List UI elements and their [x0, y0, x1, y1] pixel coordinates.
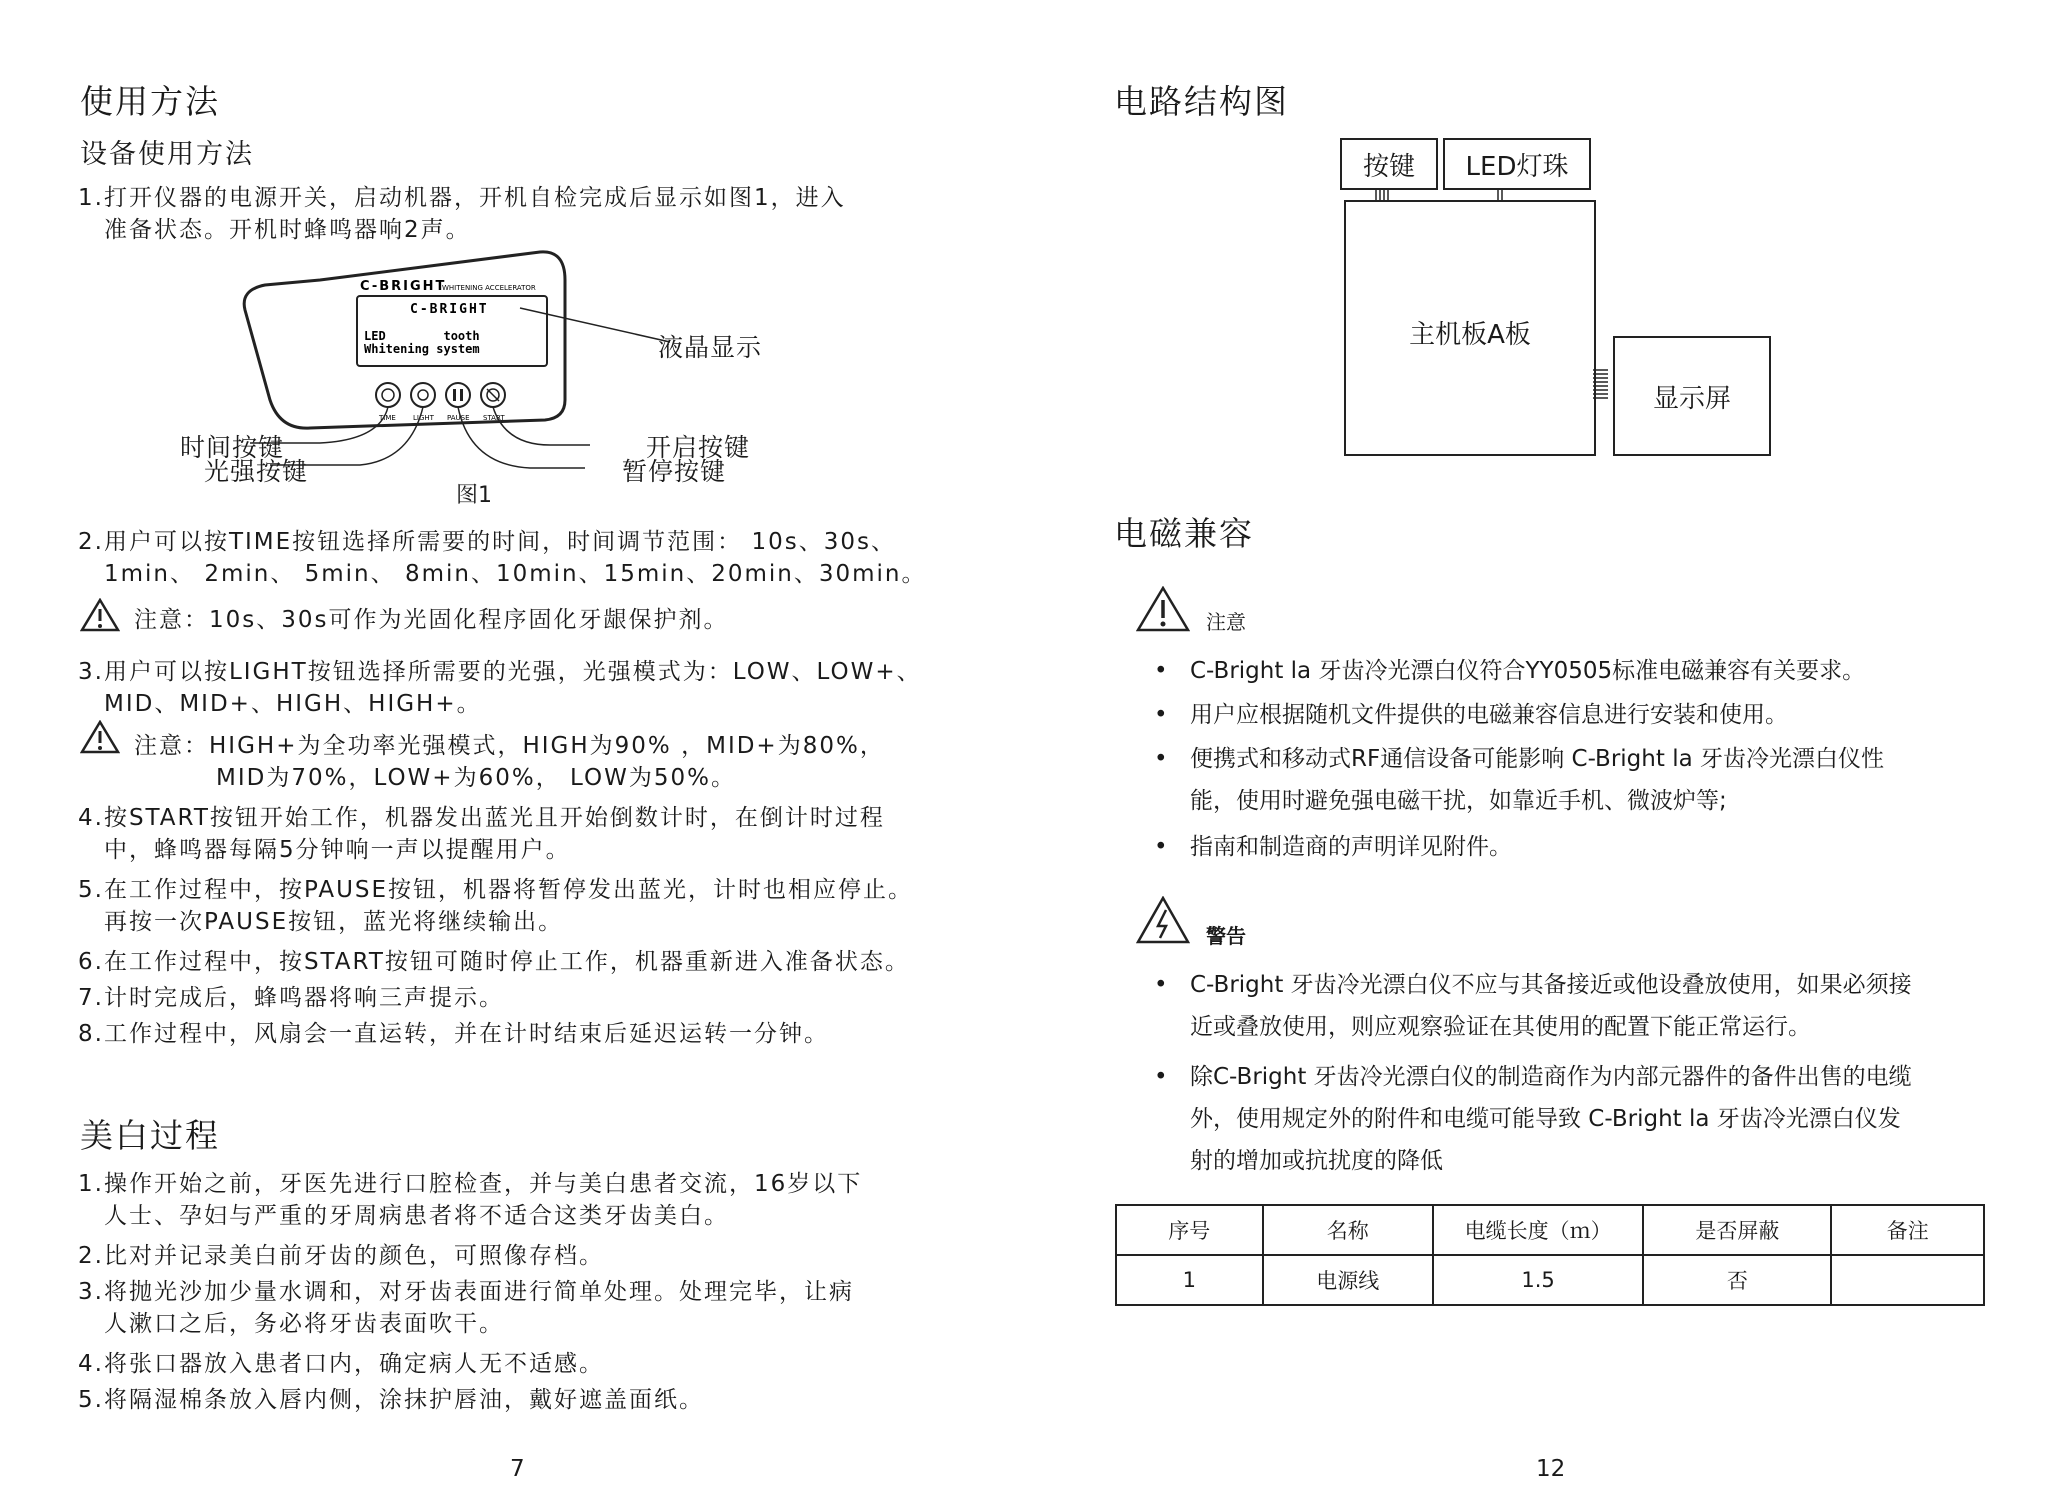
whitening-step-3-line-1: 3.将抛光沙加少量水调和，对牙齿表面进行简单处理。处理完毕，让病	[78, 1279, 854, 1305]
pause-callout-line	[458, 407, 585, 468]
display-box-label: 显示屏	[1652, 383, 1731, 414]
keys-box-label: 按键	[1362, 151, 1415, 182]
start-callout-line	[493, 407, 590, 445]
step-4-line-1: 4.按START按钮开始工作，机器发出蓝光且开始倒数计时，在倒计时过程	[78, 805, 885, 831]
whitening-step-1-line-2: 人士、孕妇与严重的牙周病患者将不适合这类牙齿美白。	[104, 1203, 729, 1229]
step-3-line-2: MID、MID+、HIGH、HIGH+。	[104, 691, 482, 717]
table-header-cell: 备注	[1831, 1205, 1984, 1255]
warning-label: 警告	[1206, 924, 1246, 948]
step-3	[78, 656, 922, 720]
callout-start-label: 开启按键	[646, 433, 751, 462]
step-2-line-1: 2.用户可以按TIME按钮选择所需要的时间，时间调节范围： 10s、30s、	[78, 529, 896, 555]
bullet-mark: •	[1154, 702, 1168, 728]
warning-triangle-icon	[80, 720, 120, 754]
lcd-line-2: LED tooth	[364, 329, 480, 343]
attention-label: 注意	[1206, 610, 1246, 634]
step-5-line-2: 再按一次PAUSE按钮，蓝光将继续输出。	[104, 909, 564, 935]
bullet-mark: •	[1154, 746, 1168, 772]
warning-bullet-2	[1154, 1056, 1912, 1182]
warning-bullet-1-line-2: 近或叠放使用，则应观察验证在其使用的配置下能正常运行。	[1190, 1014, 1811, 1040]
emc-bullet-1	[1154, 650, 1866, 692]
figure-caption: 图1	[456, 483, 492, 508]
whitening-step-1	[78, 1168, 862, 1232]
step-2-line-2: 1min、 2min、 5min、 8min、10min、15min、20min、30min。	[104, 561, 927, 587]
whitening-step-2: 2.比对并记录美白前牙齿的颜色，可照像存档。	[78, 1243, 604, 1269]
warning-bullet-1-line-1: C-Bright 牙齿冷光漂白仪不应与其备接近或他设叠放使用，如果必须接	[1190, 972, 1912, 998]
bullet-mark: •	[1154, 1064, 1168, 1090]
attention-triangle-icon	[1136, 586, 1190, 632]
step-1-line-2: 准备状态。开机时蜂鸣器响2声。	[104, 217, 471, 243]
lcd-line-3: Whitening system	[364, 342, 480, 356]
light-button-label: LIGHT	[413, 414, 434, 422]
led-box-label: LED灯珠	[1465, 151, 1569, 182]
step-6: 6.在工作过程中，按START按钮可随时停止工作，机器重新进入准备状态。	[78, 949, 910, 975]
section-subtitle: 设备使用方法	[80, 139, 254, 170]
start-button	[481, 383, 505, 422]
emc-bullet-4-line-1: 指南和制造商的声明详见附件。	[1190, 834, 1512, 860]
pause-button-label: PAUSE	[447, 414, 470, 422]
step-3-line-1: 3.用户可以按LIGHT按钮选择所需要的光强，光强模式为：LOW、LOW+、	[78, 659, 922, 685]
step-7: 7.计时完成后，蜂鸣器将响三声提示。	[78, 985, 504, 1011]
table-header-cell: 是否屏蔽	[1643, 1205, 1831, 1255]
table-row	[1116, 1255, 1984, 1305]
emc-bullet-3-line-1: 便携式和移动式RF通信设备可能影响 C-Bright la 牙齿冷光漂白仪性	[1190, 746, 1884, 772]
table-header-row	[1116, 1205, 1984, 1255]
table-cell	[1831, 1255, 1984, 1305]
bullet-mark: •	[1154, 834, 1168, 860]
keys-box	[1340, 138, 1438, 190]
note-1: 注意：10s、30s可作为光固化程序固化牙龈保护剂。	[134, 607, 729, 633]
light-button	[411, 383, 435, 422]
step-4-line-2: 中，蜂鸣器每隔5分钟响一声以提醒用户。	[104, 837, 571, 863]
note-2	[134, 730, 885, 794]
lcd-callout-line	[520, 308, 670, 342]
whitening-step-3	[78, 1276, 854, 1340]
emc-bullet-4	[1154, 826, 1512, 868]
time-button	[376, 383, 400, 422]
circuit-title: 电路结构图	[1114, 82, 1289, 121]
pause-icon	[453, 389, 456, 401]
table-header-cell: 电缆长度（ｍ）	[1433, 1205, 1643, 1255]
step-1	[78, 182, 846, 246]
step-5	[78, 874, 913, 938]
sun-icon	[418, 390, 428, 400]
display-box	[1613, 336, 1771, 456]
mainboard-box	[1344, 200, 1596, 456]
mainboard-box-label: 主机板A板	[1409, 320, 1531, 350]
step-4	[78, 802, 885, 866]
warning-bullet-1	[1154, 964, 1912, 1048]
table-cell: 1.5	[1433, 1255, 1643, 1305]
step-5-line-1: 5.在工作过程中，按PAUSE按钮，机器将暂停发出蓝光，计时也相应停止。	[78, 877, 914, 903]
step-1-line-1: 1.打开仪器的电源开关，启动机器，开机自检完成后显示如图1，进入	[78, 185, 846, 211]
table-cell: 电源线	[1263, 1255, 1433, 1305]
table-header-cell: 序号	[1116, 1205, 1263, 1255]
whitening-step-5: 5.将隔湿棉条放入唇内侧，涂抹护唇油，戴好遮盖面纸。	[78, 1387, 704, 1413]
emc-bullet-3	[1154, 738, 1884, 822]
start-button-label: START	[483, 414, 505, 422]
callout-light-label: 光强按键	[204, 457, 309, 486]
warning-triangle-icon	[80, 598, 120, 632]
emc-title: 电磁兼容	[1114, 514, 1254, 553]
panel-brand-sub: WHITENING ACCELERATOR	[442, 284, 536, 292]
note-2-line-2: MID为70%，LOW+为60%， LOW为50%。	[216, 765, 736, 791]
page-number-right: 12	[1536, 1456, 1566, 1482]
page-title: 使用方法	[80, 82, 220, 121]
whitening-step-1-line-1: 1.操作开始之前，牙医先进行口腔检查，并与美白患者交流，16岁以下	[78, 1171, 863, 1197]
table-cell: 否	[1643, 1255, 1831, 1305]
warning-bullet-2-line-2: 外，使用规定外的附件和电缆可能导致 C-Bright la 牙齿冷光漂白仪发	[1190, 1106, 1901, 1132]
time-button-label: TIME	[379, 414, 396, 422]
emc-bullet-3-line-2: 能，使用时避免强电磁干扰，如靠近手机、微波炉等;	[1190, 788, 1727, 814]
callout-time-label: 时间按键	[180, 433, 285, 462]
lcd-line-1: C-BRIGHT	[410, 302, 489, 317]
pause-button	[446, 383, 470, 422]
note-2-line-1: 注意：HIGH+为全功率光强模式，HIGH为90% ，MID+为80%，	[134, 733, 885, 759]
warning-bullet-2-line-1: 除C-Bright 牙齿冷光漂白仪的制造商作为内部元器件的备件出售的电缆	[1190, 1064, 1912, 1090]
emc-bullet-1-line-1: C-Bright la 牙齿冷光漂白仪符合YY0505标准电磁兼容有关要求。	[1190, 658, 1866, 684]
step-8: 8.工作过程中，风扇会一直运转，并在计时结束后延迟运转一分钟。	[78, 1021, 829, 1047]
bullet-mark: •	[1154, 972, 1168, 998]
section-title-whitening: 美白过程	[80, 1116, 220, 1155]
bullet-mark: •	[1154, 658, 1168, 684]
cable-table	[1115, 1204, 1985, 1306]
table-cell: 1	[1116, 1255, 1263, 1305]
whitening-step-4: 4.将张口器放入患者口内，确定病人无不适感。	[78, 1351, 604, 1377]
emc-bullet-2-line-1: 用户应根据随机文件提供的电磁兼容信息进行安装和使用。	[1190, 702, 1788, 728]
step-2	[78, 526, 927, 590]
page-number-left: 7	[510, 1456, 525, 1482]
callout-pause-label: 暂停按键	[622, 457, 727, 486]
clock-icon	[382, 389, 394, 401]
callout-lcd-label: 液晶显示	[658, 333, 763, 362]
warning-bullet-2-line-3: 射的增加或抗扰度的降低	[1190, 1148, 1443, 1174]
emc-bullet-2	[1154, 694, 1788, 736]
whitening-step-3-line-2: 人漱口之后，务必将牙齿表面吹干。	[104, 1311, 504, 1337]
led-box	[1443, 138, 1591, 190]
panel-brand: C-BRIGHT	[360, 279, 447, 294]
table-header-cell: 名称	[1263, 1205, 1433, 1255]
high-voltage-warning-icon	[1136, 896, 1190, 944]
